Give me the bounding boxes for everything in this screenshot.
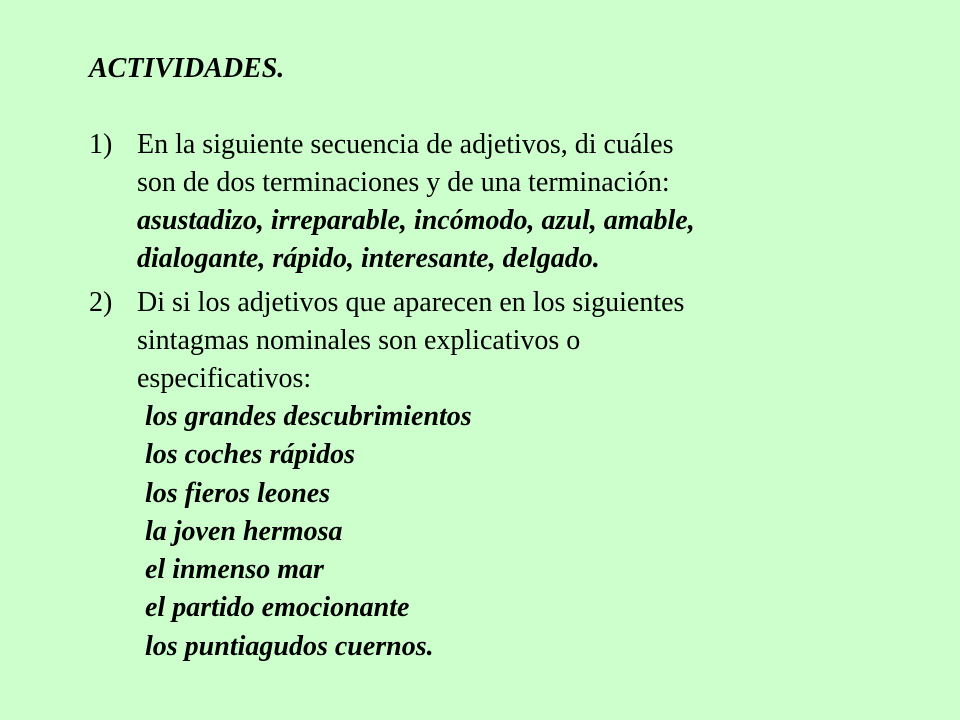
noun-phrase: la joven hermosa <box>145 515 343 547</box>
noun-phrase: los fieros leones <box>145 477 331 509</box>
slide-title: ACTIVIDADES. <box>89 53 285 84</box>
item-text-line: Di si los adjetivos que aparecen en los siguientes <box>137 287 685 318</box>
activity-item-1 <box>89 126 809 278</box>
adjective-list-line: asustadizo, irreparable, incómodo, azul, amable, <box>137 205 695 236</box>
item-body <box>137 126 809 278</box>
item-text-line: sintagmas nominales son explicativos o <box>137 325 581 356</box>
item-number: 2) <box>89 287 113 318</box>
noun-phrase: los grandes descubrimientos <box>145 401 472 432</box>
item-text-line: son de dos terminaciones y de una terminación: <box>137 167 670 198</box>
item-number: 1) <box>89 129 113 160</box>
noun-phrase-list <box>145 398 472 666</box>
activity-item-2 <box>89 284 809 398</box>
adjective-list-line: dialogante, rápido, interesante, delgado. <box>137 243 600 274</box>
item-text-line: En la siguiente secuencia de adjetivos, di cuáles <box>137 129 674 160</box>
noun-phrase: el partido emocionante <box>145 592 410 624</box>
noun-phrase: los coches rápidos <box>145 439 355 471</box>
noun-phrase: el inmenso mar <box>145 554 324 586</box>
noun-phrase: los puntiagudos cuernos. <box>145 630 434 662</box>
item-text-line: especificativos: <box>137 363 312 394</box>
item-body <box>137 284 809 398</box>
